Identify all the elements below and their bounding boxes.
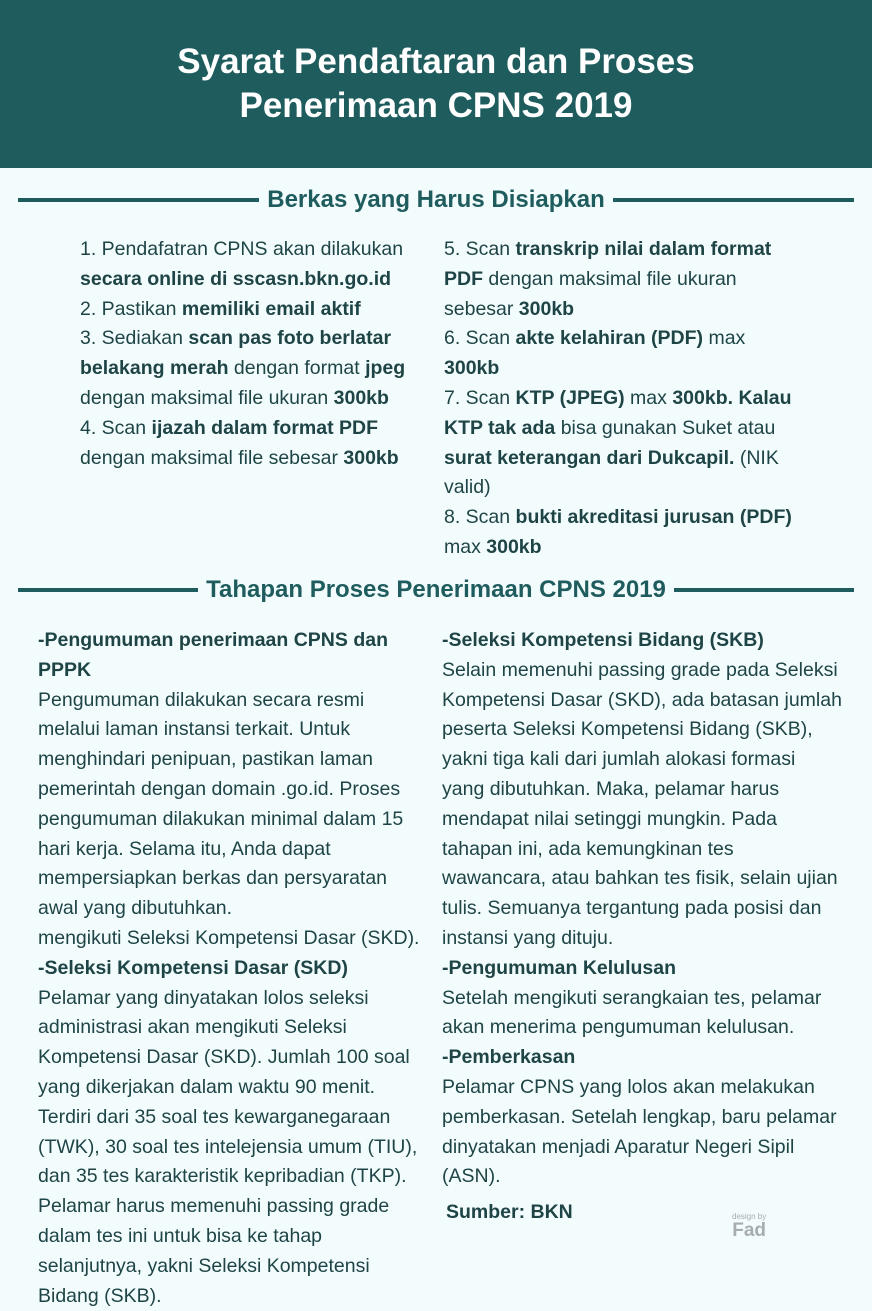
- list-item: [80, 235, 432, 295]
- divider: [613, 198, 854, 202]
- text: dengan maksimal file ukuran: [80, 386, 334, 409]
- berkas-list-left: [80, 235, 432, 473]
- bold-text: 300kb: [333, 386, 389, 409]
- text: 3. Sediakan: [80, 327, 189, 350]
- text: 7. Scan: [444, 386, 516, 409]
- bold-text: ijazah dalam format PDF: [151, 416, 379, 439]
- text: 2. Pastikan: [80, 297, 182, 320]
- list-item: [444, 324, 804, 384]
- text: 6. Scan: [444, 327, 516, 350]
- section-heading: Berkas yang Harus Disiapkan: [267, 186, 605, 213]
- bold-text: 300kb: [444, 357, 500, 380]
- divider: [18, 588, 198, 592]
- designer-credit: [732, 1213, 766, 1240]
- stage-body: Setelah mengikuti serangkaian tes, pelamar akan menerima pengumuman kelulusan.: [442, 986, 822, 1039]
- divider: [674, 588, 854, 592]
- stage-note: mengikuti Seleksi Kompetensi Dasar (SKD).: [38, 926, 420, 949]
- list-item: [444, 235, 804, 324]
- tahapan-left: [38, 626, 430, 1311]
- text: dengan format: [228, 357, 366, 380]
- bold-text: 300kb. Kalau KTP tak ada: [444, 386, 792, 439]
- list-item: [80, 295, 432, 325]
- credit-small: design by: [732, 1212, 767, 1221]
- text: dengan maksimal file sebesar: [80, 446, 344, 469]
- list-item: [444, 503, 804, 563]
- source-label: Sumber: BKN: [446, 1201, 573, 1224]
- stage-body: Pelamar yang dinyatakan lolos seleksi administrasi akan mengikuti Seleksi Kompetensi Dasar (SKD). Jumlah 100 soal yang dikerjakan dalam waktu 90 menit. Terdiri dari 35 soal tes kewarganegaraan (TWK), 30 soal tes intelejensia umum (TIU), dan 35 tes karakteristik kepribadian (TKP). Pelamar harus memenuhi passing grade dalam tes ini untuk bisa ke tahap selanjutnya, yakni Seleksi Kompetensi Bidang (SKB).: [38, 986, 418, 1307]
- section-tahapan-title: [18, 576, 854, 604]
- stage-heading: -Pemberkasan: [442, 1046, 576, 1069]
- divider: [18, 198, 259, 202]
- stage-body: Pengumuman dilakukan secara resmi melalui laman instansi terkait. Untuk menghindari penipuan, pastikan laman pemerintah dengan domain .go.id. Proses pengumuman dilakukan minimal dalam 15 hari kerja. Selama itu, Anda dapat mempersiapkan berkas dan persyaratan awal yang dibutuhkan.: [38, 688, 404, 920]
- berkas-list-right: [444, 235, 804, 563]
- bold-text: 300kb: [486, 535, 542, 558]
- bold-text: akte kelahiran (PDF): [515, 327, 704, 350]
- text: max: [624, 386, 673, 409]
- bold-text: surat keterangan dari Dukcapil.: [444, 446, 735, 469]
- bold-text: jpeg: [365, 357, 406, 380]
- text: 8. Scan: [444, 506, 516, 529]
- text: 4. Scan: [80, 416, 152, 439]
- list-item: [80, 414, 432, 474]
- list-item: [80, 324, 432, 413]
- header-banner: [0, 0, 872, 168]
- stage-heading: -Seleksi Kompetensi Bidang (SKB): [442, 629, 764, 651]
- bold-text: scan pas foto berlatar belakang merah: [80, 327, 392, 380]
- stage-body: Selain memenuhi passing grade pada Seleksi Kompetensi Dasar (SKD), ada batasan jumlah peserta Seleksi Kompetensi Bidang (SKB), yakni tiga kali dari jumlah alokasi formasi yang dibutuhkan. Maka, pelamar harus mendapat nilai setinggi mungkin. Pada tahapan ini, ada kemungkinan tes wawancara, atau bahkan tes fisik, selain ujian tulis. Semuanya tergantung pada posisi dan instansi yang dituju.: [442, 658, 842, 949]
- bold-text: memiliki email aktif: [181, 297, 361, 320]
- tahapan-right: [442, 626, 842, 1228]
- text: max: [703, 327, 746, 350]
- stage-heading: -Pengumuman Kelulusan: [442, 956, 677, 979]
- bold-text: bukti akreditasi jurusan (PDF): [515, 506, 792, 529]
- bold-text: secara online di sscasn.bkn.go.id: [80, 267, 392, 290]
- text: max: [444, 535, 487, 558]
- text: (NIK valid): [444, 446, 779, 499]
- stage-heading: -Pengumuman penerimaan CPNS dan PPPK: [38, 629, 388, 681]
- bold-text: 300kb: [518, 297, 575, 320]
- section-heading: Tahapan Proses Penerimaan CPNS 2019: [206, 576, 666, 603]
- bold-text: 300kb: [343, 446, 399, 469]
- text: 5. Scan: [444, 238, 516, 260]
- page-title: Syarat Pendaftaran dan Proses Penerimaan CPNS 2019: [177, 42, 695, 125]
- credit-name: Fad: [732, 1220, 767, 1241]
- bold-text: transkrip nilai dalam format PDF: [444, 238, 772, 290]
- text: dengan maksimal file ukuran sebesar: [444, 267, 737, 320]
- stage-heading: -Seleksi Kompetensi Dasar (SKD): [38, 956, 348, 979]
- text: 1. Pendafatran CPNS akan dilakukan: [80, 238, 404, 260]
- section-berkas-title: [18, 186, 854, 214]
- list-item: [444, 384, 804, 503]
- stage-body: Pelamar CPNS yang lolos akan melakukan pemberkasan. Setelah lengkap, baru pelamar dinyatakan menjadi Aparatur Negeri Sipil (ASN).: [442, 1075, 837, 1188]
- text: bisa gunakan Suket atau: [555, 416, 776, 439]
- bold-text: KTP (JPEG): [515, 386, 625, 409]
